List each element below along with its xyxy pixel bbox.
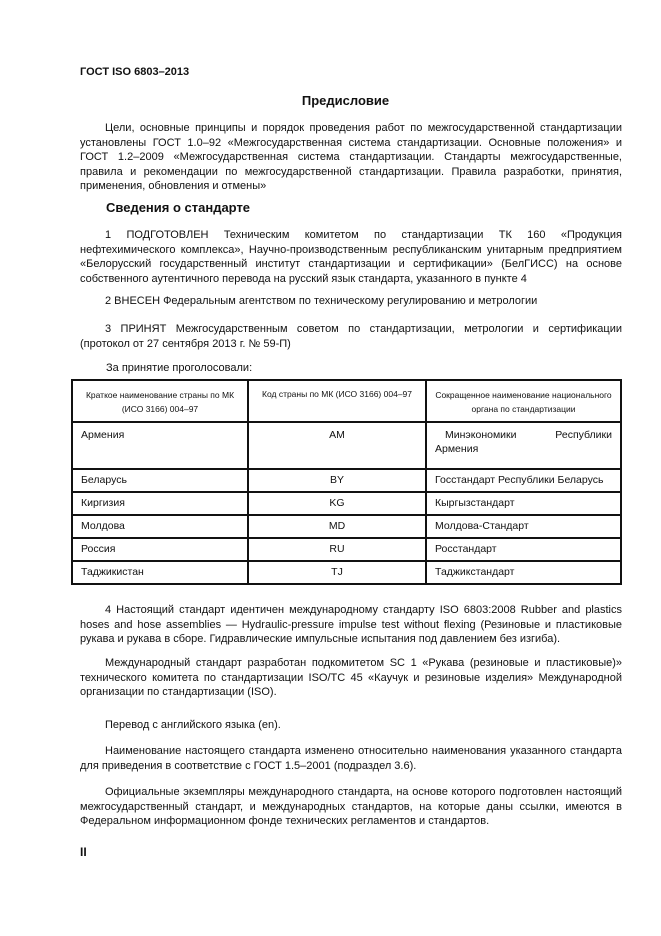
country-cell: Киргизия: [72, 492, 248, 515]
country-cell: Таджикистан: [72, 561, 248, 584]
org-cell: Таджикстандарт: [426, 561, 621, 584]
country-cell: Россия: [72, 538, 248, 561]
page-number: II: [80, 845, 87, 859]
vote-label: За принятие проголосовали:: [106, 362, 253, 374]
table-row: [72, 469, 621, 492]
country-cell: Беларусь: [72, 469, 248, 492]
table-row: [72, 492, 621, 515]
org-cell: Госстандарт Республики Беларусь: [426, 469, 621, 492]
document-code: ГОСТ ISO 6803–2013: [80, 66, 190, 78]
official-copies-paragraph: Официальные экземпляры международного стандарта, на основе которого подготовлен настоящий межгосударственный стандарт, и международных стандартов, на которые даны ссылки, имеются в Федеральном информационном фонде технических регламентов и стандартов.: [80, 786, 622, 828]
table-row: [72, 561, 621, 584]
header-national-body: Сокращенное наименование национального органа по стандартизации: [426, 380, 621, 422]
code-cell: MD: [248, 515, 426, 538]
org-cell: Минэкономики Республики Армения: [426, 422, 621, 469]
item-4-paragraph: 4 Настоящий стандарт идентичен международному стандарту ISO 6803:2008 Rubber and plastics hoses and hose assemblies — Hydraulic-pressure impulse test without flexing (Резиновые и пластиковые рукава и рукава в сборе. Гидравлические импульсные испытания под давлением без изгиба).: [80, 604, 622, 646]
org-cell: Молдова-Стандарт: [426, 515, 621, 538]
code-cell: TJ: [248, 561, 426, 584]
voting-countries-table: [71, 379, 622, 585]
code-cell: RU: [248, 538, 426, 561]
item-1-paragraph: 1 ПОДГОТОВЛЕН Техническим комитетом по стандартизации ТК 160 «Продукция нефтехимического комплекса», Научно-производственным республиканским унитарным предприятием «Белорусский государственный институт стандартизации и сертификации» (БелГИСС) на основе собственного аутентичного перевода на русский язык стандарта, указанного в пункте 4: [80, 229, 622, 285]
translation-paragraph: Перевод с английского языка (en).: [105, 719, 281, 731]
header-country-code: Код страны по МК (ИСО 3166) 004–97: [248, 380, 426, 422]
code-cell: AM: [248, 422, 426, 469]
country-cell: Армения: [72, 422, 248, 469]
code-cell: KG: [248, 492, 426, 515]
country-cell: Молдова: [72, 515, 248, 538]
org-cell: Росстандарт: [426, 538, 621, 561]
table-row: [72, 538, 621, 561]
header-country-name: Краткое наименование страны по МК (ИСО 3166) 004–97: [72, 380, 248, 422]
intro-paragraph: Цели, основные принципы и порядок проведения работ по межгосударственной стандартизации установлены ГОСТ 1.0–92 «Межгосударственная система стандартизации. Основные положения» и ГОСТ 1.2–2009 «Межгосударственная система стандартизации. Стандарты межгосударственные, правила и рекомендации по межгосударственной стандартизации. Правила разработки, принятия, применения, обновления и отмены»: [80, 122, 622, 193]
section-heading: Сведения о стандарте: [106, 200, 251, 215]
intl-development-paragraph: Международный стандарт разработан подкомитетом SC 1 «Рукава (резиновые и пластиковые)» технического комитета по стандартизации ISO/TC 45 «Каучук и резиновые изделия» Международной организации по стандартизации (ISO).: [80, 657, 622, 699]
item-2-paragraph: 2 ВНЕСЕН Федеральным агентством по техническому регулированию и метрологии: [105, 295, 538, 307]
code-cell: BY: [248, 469, 426, 492]
item-3-paragraph: 3 ПРИНЯТ Межгосударственным советом по стандартизации, метрологии и сертификации (протокол от 27 сентября 2013 г. № 59-П): [80, 323, 622, 350]
table-row: [72, 422, 621, 469]
table-row: [72, 515, 621, 538]
org-cell: Кыргызстандарт: [426, 492, 621, 515]
name-change-paragraph: Наименование настоящего стандарта изменено относительно наименования указанного стандарта для приведения в соответствие с ГОСТ 1.5–2001 (подраздел 3.6).: [80, 745, 622, 772]
page-title: Предисловие: [301, 93, 390, 108]
table-header-row: [72, 380, 621, 422]
